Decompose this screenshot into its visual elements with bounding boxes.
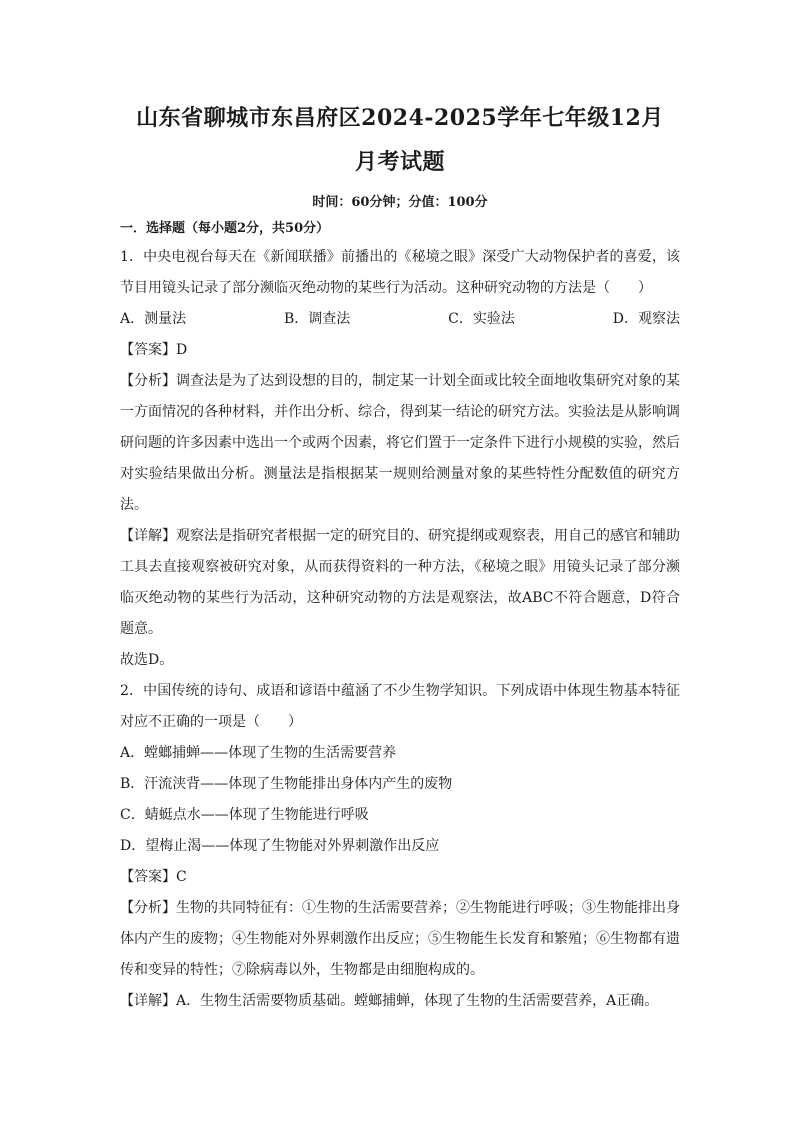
question-2 [120,676,680,1017]
option-d: D．观察法 [612,311,680,327]
answer: 【答案】C [120,869,187,885]
conclusion: 故选D。 [120,652,174,668]
question-stem: 2．中国传统的诗句、成语和谚语中蕴涵了不少生物学知识。下列成语中体现生物基本特征对应不正确的一项是（ ） [120,683,680,730]
option-a: A．测量法 [120,311,187,327]
document-title-line1: 山东省聊城市东昌府区2024-2025学年七年级12月 [136,105,664,131]
option-c: C．实验法 [448,311,515,327]
section-heading: 一．选择题（每小题2分，共50分） [120,221,330,236]
option-a: A．螳螂捕蝉——体现了生物的生活需要营养 [120,745,397,761]
detail: 【详解】观察法是指研究者根据一定的研究目的、研究提纲或观察表，用自己的感官和辅助工具去直接观察被研究对象，从而获得资料的一种方法，《秘境之眼》用镜头记录了部分濒临灭绝动物的某些行为活动，这种研究动物的方法是观察法，故ABC不符合题意，D符合题意。 [120,528,680,637]
document-title-line2: 月考试题 [354,149,445,175]
option-b: B．汗流浃背——体现了生物能排出身体内产生的废物 [120,776,453,792]
analysis: 【分析】调查法是为了达到设想的目的，制定某一计划全面或比较全面地收集研究对象的某一方面情况的各种材料，并作出分析、综合，得到某一结论的研究方法。实验法是从影响调研问题的许多因素中选出一个或两个因素，将它们置于一定条件下进行小规模的实验，然后对实验结果做出分析。测量法是指根据某一规则给测量对象的某些特性分配数值的研究方法。 [120,373,680,513]
document-page [120,96,680,1017]
question-1 [120,242,680,676]
analysis: 【分析】生物的共同特征有：①生物的生活需要营养；②生物能进行呼吸；③生物能排出身体内产生的废物；④生物能对外界刺激作出反应；⑤生物能生长发育和繁殖；⑥生物都有遗传和变异的特性；⑦除病毒以外，生物都是由细胞构成的。 [120,900,680,978]
answer: 【答案】D [120,342,188,358]
option-d: D．望梅止渴——体现了生物能对外界刺激作出反应 [120,838,440,854]
exam-meta: 时间：60分钟；分值：100分 [312,195,488,210]
option-c: C．蜻蜓点水——体现了生物能进行呼吸 [120,807,369,823]
option-list [120,304,680,335]
detail: 【详解】A．生物生活需要物质基础。螳螂捕蝉，体现了生物的生活需要营养，A正确。 [120,993,659,1009]
question-stem: 1．中央电视台每天在《新闻联播》前播出的《秘境之眼》深受广大动物保护者的喜爱，该节目用镜头记录了部分濒临灭绝动物的某些行为活动。这种研究动物的方法是（ ） [120,249,680,296]
option-b: B．调查法 [284,311,351,327]
